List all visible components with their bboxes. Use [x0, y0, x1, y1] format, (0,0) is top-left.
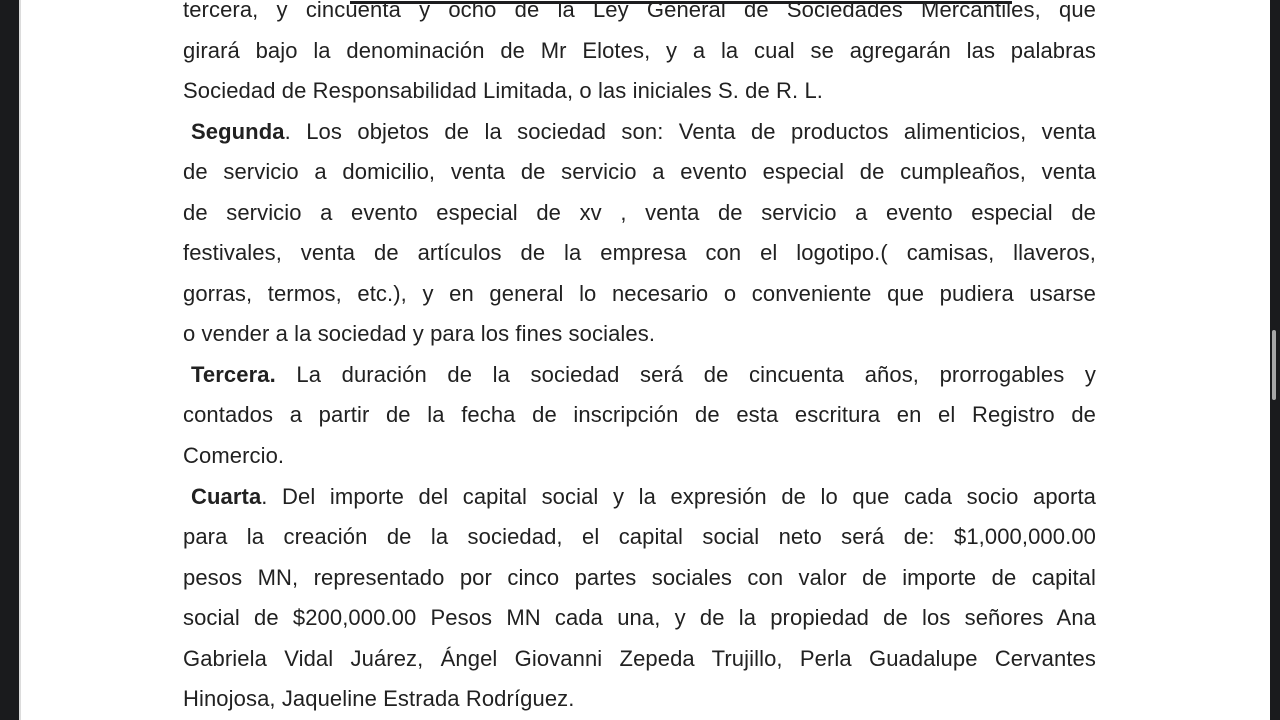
- clause-title: Tercera.: [191, 361, 276, 387]
- text-line: para la creación de la sociedad, el capital social neto será de: $1,000,000.00: [183, 524, 1096, 550]
- text-line: Sociedad de Responsabilidad Limitada, o las iniciales S. de R. L.: [183, 78, 823, 104]
- text-line: Comercio.: [183, 443, 285, 469]
- scrollbar-thumb[interactable]: [1272, 330, 1276, 400]
- text-line: Tercera. La duración de la sociedad será de cincuenta años, prorrogables y: [191, 361, 1096, 387]
- text-line: Cuarta. Del importe del capital social y la expresión de lo que cada socio aporta: [191, 483, 1096, 509]
- text-line: festivales, venta de artículos de la empresa con el logotipo.( camisas, llaveros,: [183, 240, 1096, 266]
- text-line: gorras, termos, etc.), y en general lo necesario o conveniente que pudiera usarse: [183, 280, 1096, 306]
- text-line: Hinojosa, Jaqueline Estrada Rodríguez.: [183, 686, 575, 712]
- scrollbar[interactable]: [1270, 0, 1280, 720]
- clause-title: Cuarta: [191, 483, 262, 509]
- text-line: social de $200,000.00 Pesos MN cada una, y de la propiedad de los señores Ana: [183, 605, 1096, 631]
- text-line: Segunda. Los objetos de la sociedad son: Venta de productos alimenticios, venta: [191, 118, 1096, 144]
- text-line: contados a partir de la fecha de inscripción de esta escritura en el Registro de: [183, 402, 1096, 428]
- document-page: [21, 0, 1270, 720]
- text-line: tercera, y cincuenta y ocho de la Ley General de Sociedades Mercantiles, que: [183, 0, 1096, 22]
- document-text: [183, 0, 1096, 720]
- text-line: o vender a la sociedad y para los fines sociales.: [183, 321, 656, 347]
- clause-title: Segunda: [191, 118, 285, 144]
- text-line: de servicio a evento especial de xv , venta de servicio a evento especial de: [183, 199, 1096, 225]
- text-line: Gabriela Vidal Juárez, Ángel Giovanni Zepeda Trujillo, Perla Guadalupe Cervantes: [183, 645, 1096, 671]
- text-line: pesos MN, representado por cinco partes sociales con valor de importe de capital: [183, 564, 1096, 590]
- window-edge-left: [0, 0, 21, 720]
- text-line: de servicio a domicilio, venta de servicio a evento especial de cumpleaños, venta: [183, 159, 1096, 185]
- text-line: girará bajo la denominación de Mr Elotes, y a la cual se agregarán las palabras: [183, 37, 1096, 63]
